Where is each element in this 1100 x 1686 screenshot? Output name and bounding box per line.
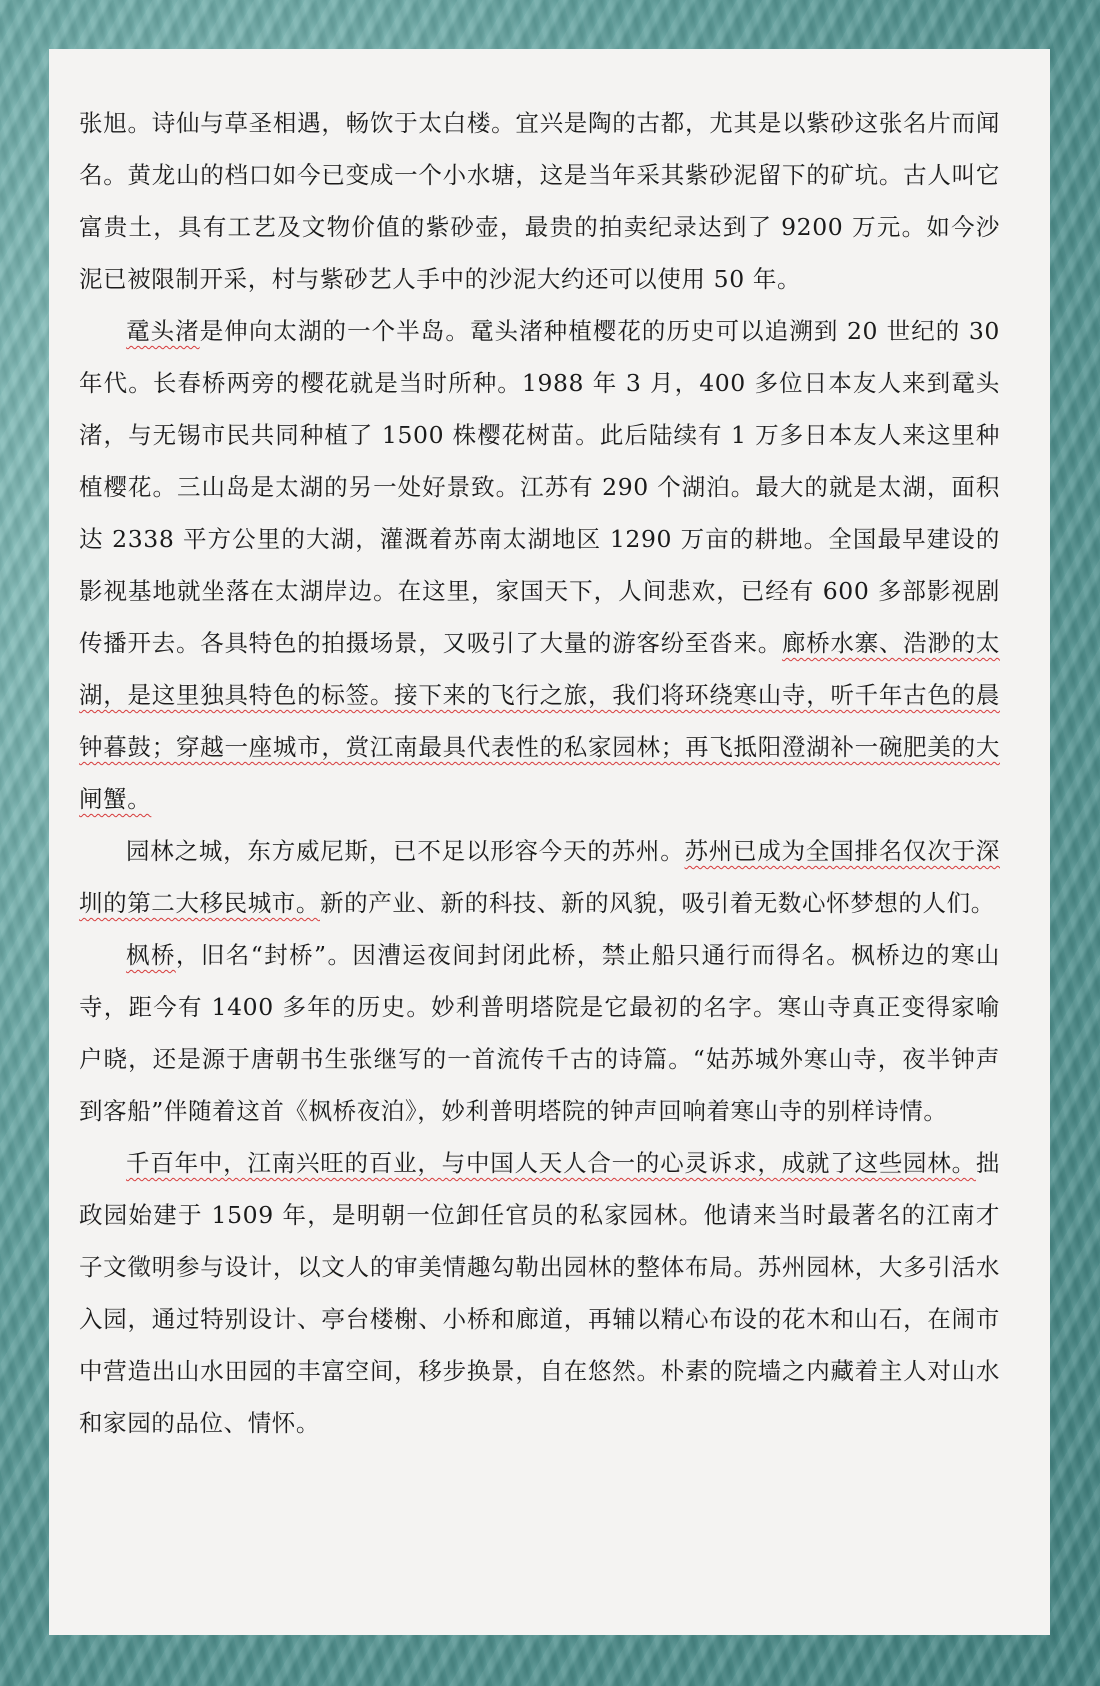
paragraph-5 [79, 1137, 1000, 1449]
paragraph-text: 园林之城，东方威尼斯，已不足以形容今天的苏州。 [126, 837, 685, 865]
underlined-text: 千百年中，江南兴旺的百业，与中国人天人合一的心灵诉求，成就了这些园林。 [126, 1149, 976, 1177]
document-page [49, 49, 1050, 1635]
paragraph-text: 张旭。诗仙与草圣相遇，畅饮于太白楼。宜兴是陶的古都，尤其是以紫砂这张名片而闻名。黄龙山的档口如今已变成一个小水塘，这是当年采其紫砂泥留下的矿坑。古人叫它富贵土，具有工艺及文物价值的紫砂壶，最贵的拍卖纪录达到了 9200 万元。如今沙泥已被限制开采，村与紫砂艺人手中的沙泥大约还可以使用 50 年。 [79, 109, 1000, 293]
paragraph-text: 新的产业、新的科技、新的风貌，吸引着无数心怀梦想的人们。 [320, 889, 995, 917]
paragraph-2 [79, 305, 1000, 825]
paragraph-3 [79, 825, 1000, 929]
underlined-text: 枫桥 [126, 941, 176, 969]
paragraph-text: 是伸向太湖的一个半岛。鼋头渚种植樱花的历史可以追溯到 20 世纪的 30 年代。长春桥两旁的樱花就是当时所种。1988 年 3 月，400 多位日本友人来到鼋头渚，与无锡市民共同种植了 1500 株樱花树苗。此后陆续有 1 万多日本友人来这里种植樱花。三山岛是太湖的另一处好景致。江苏有 290 个湖泊。最大的就是太湖，面积达 2338 平方公里的大湖，灌溉着苏南太湖地区 1290 万亩的耕地。全国最早建设的影视基地就坐落在太湖岸边。在这里，家国天下，人间悲欢，已经有 600 多部影视剧传播开去。各具特色的拍摄场景，又吸引了大量的游客纷至沓来。 [79, 317, 1000, 657]
paragraph-text: ，旧名“封桥”。因漕运夜间封闭此桥，禁止船只通行而得名。枫桥边的寒山寺，距今有 1400 多年的历史。妙利普明塔院是它最初的名字。寒山寺真正变得家喻户晓，还是源于唐朝书生张继写的一首流传千古的诗篇。“姑苏城外寒山寺，夜半钟声到客船”伴随着这首《枫桥夜泊》，妙利普明塔院的钟声回响着寒山寺的别样诗情。 [79, 941, 1000, 1125]
paragraph-1 [79, 97, 1000, 305]
article-body [79, 97, 1000, 1449]
underlined-text: 苏州已成为全国排名仅次于深圳的第二大移民城市。 [79, 837, 1000, 917]
underlined-text: 廊桥水寨、浩渺的太湖，是这里独具特色的标签。接下来的飞行之旅，我们将环绕寒山寺，听千年古色的晨钟暮鼓；穿越一座城市，赏江南最具代表性的私家园林；再飞抵阳澄湖补一碗肥美的大闸蟹。 [79, 629, 1000, 813]
underlined-text: 鼋头渚 [126, 317, 200, 345]
paragraph-text: 拙政园始建于 1509 年，是明朝一位卸任官员的私家园林。他请来当时最著名的江南才子文徵明参与设计，以文人的审美情趣勾勒出园林的整体布局。苏州园林，大多引活水入园，通过特别设计、亭台楼榭、小桥和廊道，再辅以精心布设的花木和山石，在闹市中营造出山水田园的丰富空间，移步换景，自在悠然。朴素的院墙之内藏着主人对山水和家园的品位、情怀。 [79, 1149, 1000, 1437]
paragraph-4 [79, 929, 1000, 1137]
